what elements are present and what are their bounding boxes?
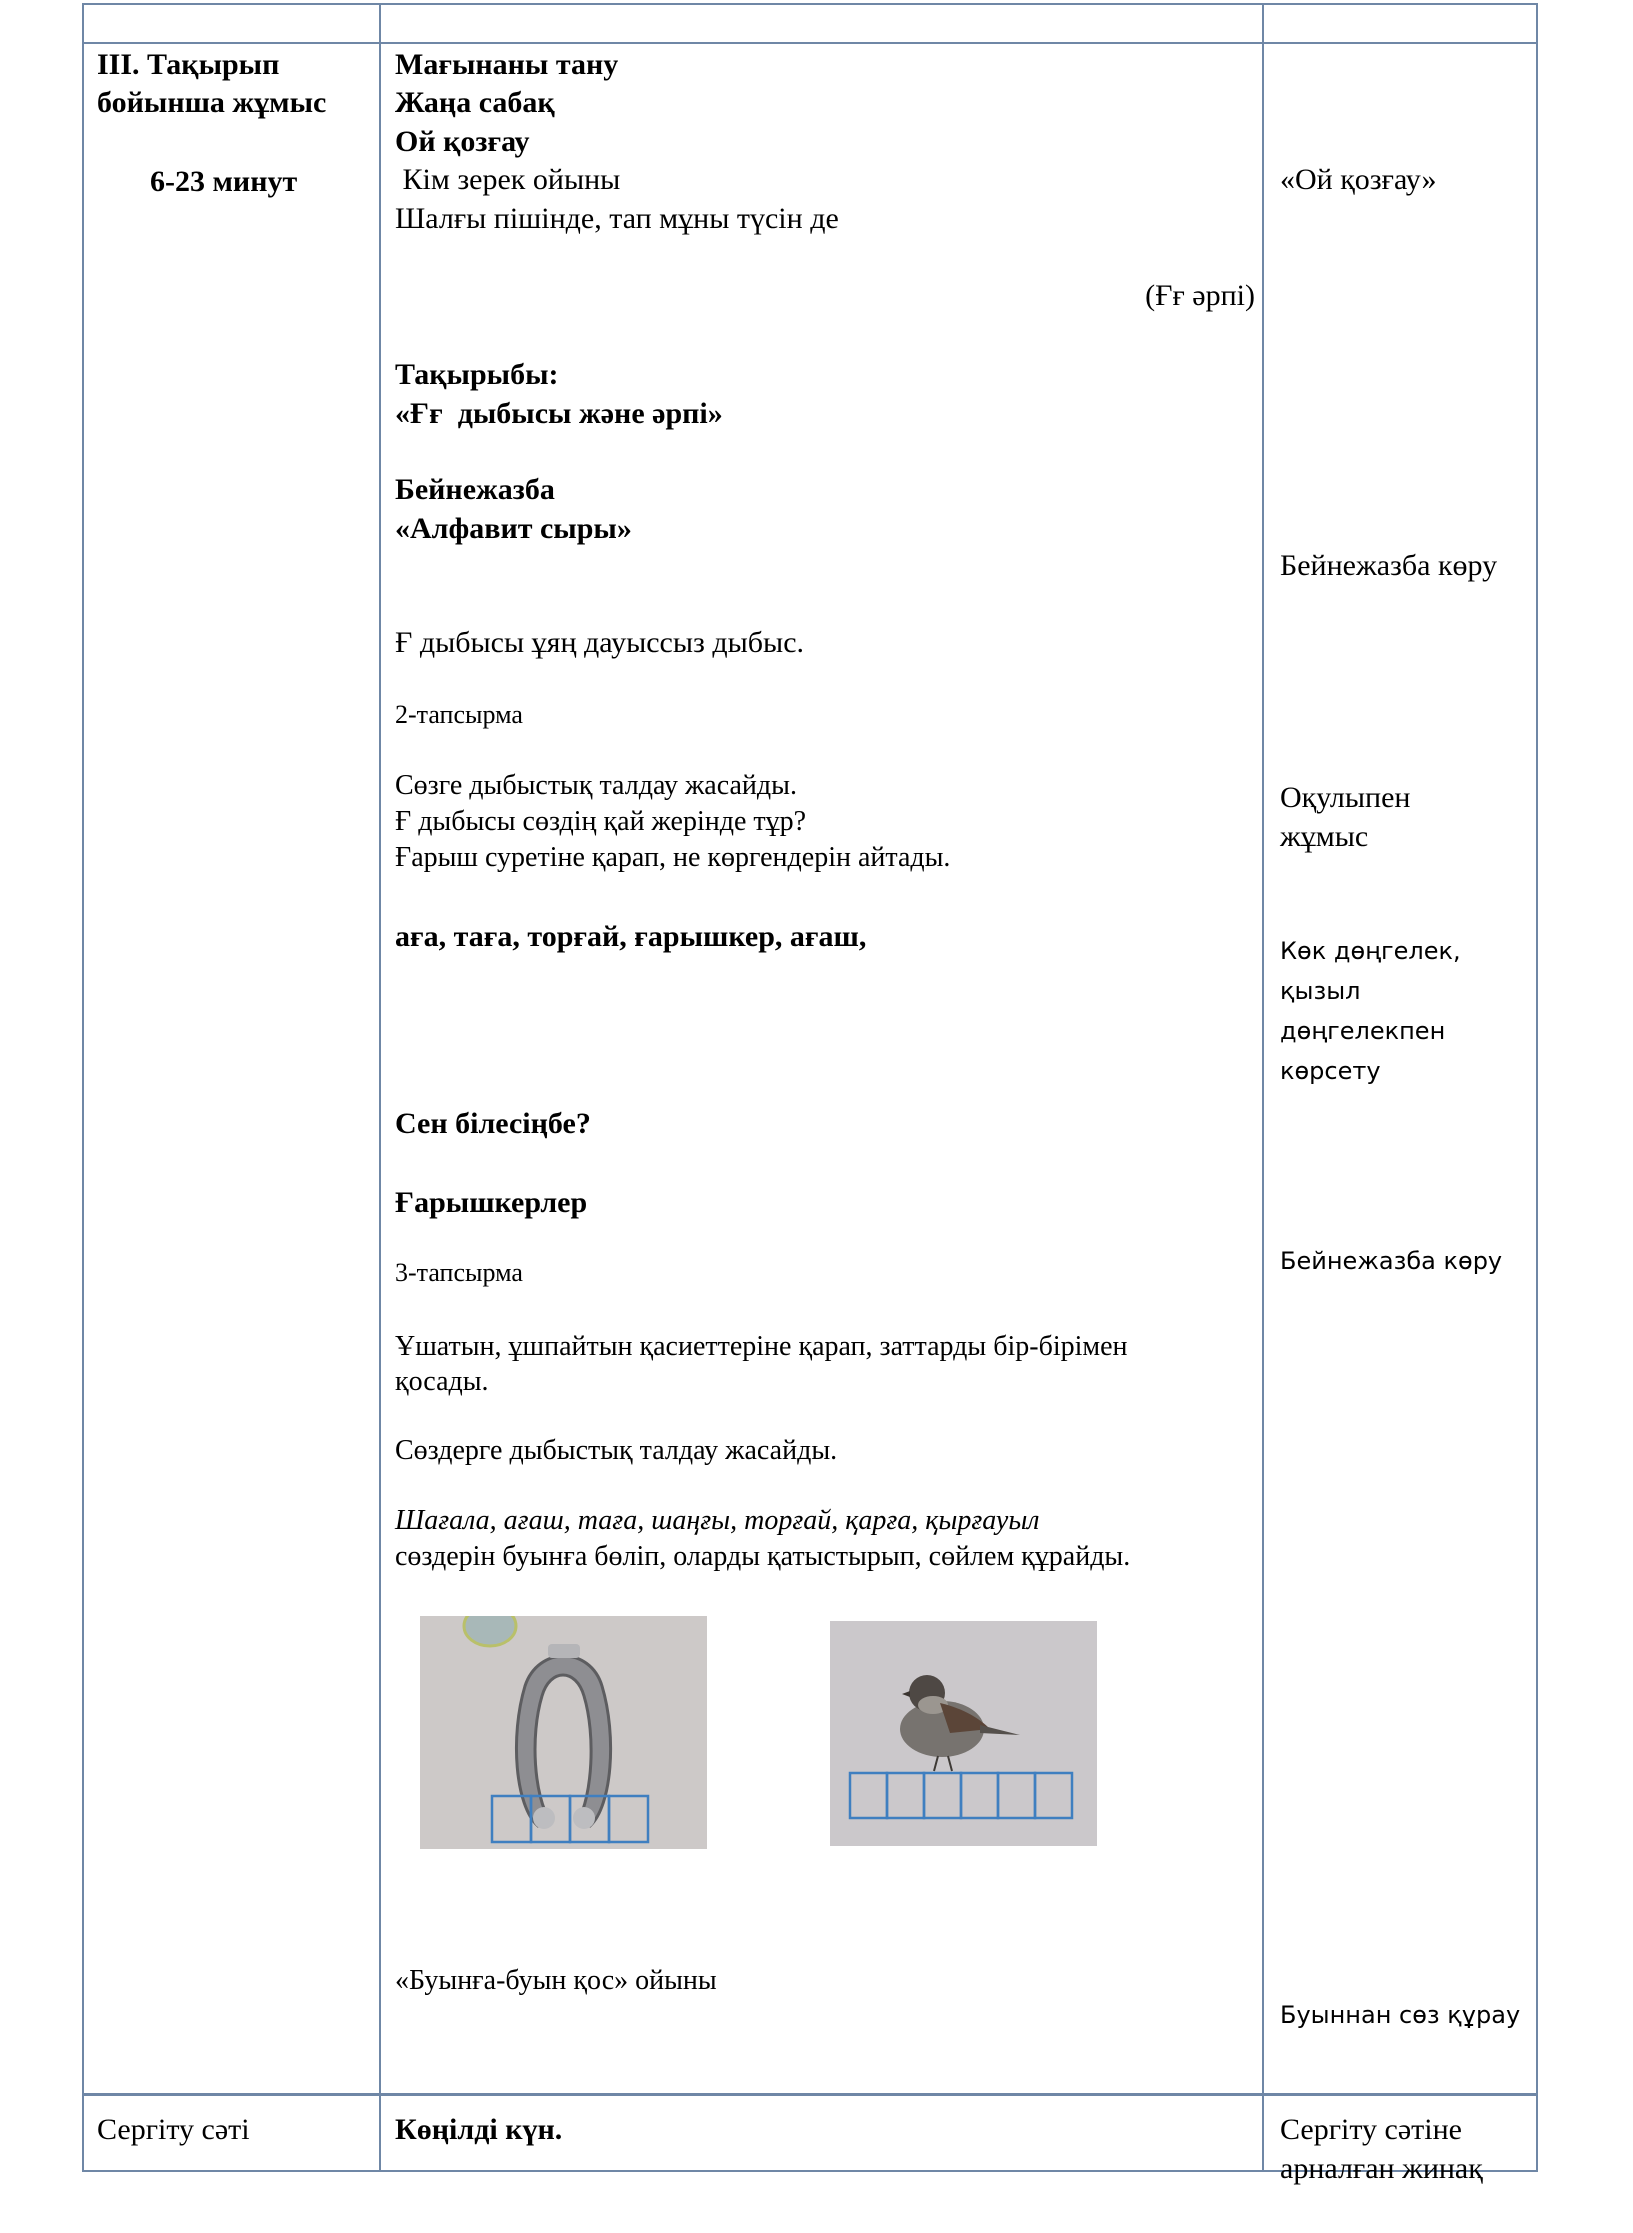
resource-textbook-line2: жұмыс bbox=[1280, 820, 1369, 853]
sparrow-icon bbox=[830, 1621, 1097, 1846]
resource-video-1: Бейнежазба көру bbox=[1280, 549, 1498, 582]
topic-title: «Ғғ дыбысы және әрпі» bbox=[395, 397, 723, 430]
letter-boxes bbox=[492, 1796, 648, 1842]
sparrow-picture bbox=[830, 1621, 1097, 1846]
riddle-text: Шалғы пішінде, тап мұны түсін де bbox=[395, 202, 839, 235]
riddle-game-title: Кім зерек ойыны bbox=[395, 163, 621, 196]
video-label: Бейнежазба bbox=[395, 473, 555, 506]
resource-circles-line1: Көк дөңгелек, bbox=[1280, 937, 1461, 965]
column-divider-1 bbox=[379, 3, 381, 2172]
stage-duration: 6-23 минут bbox=[150, 165, 298, 198]
footer-activity: Көңілді күн. bbox=[395, 2113, 563, 2146]
topic-label: Тақырыбы: bbox=[395, 358, 559, 391]
task2-line2: Ғ дыбысы сөздің қай жерінде тұр? bbox=[395, 806, 807, 837]
resource-brainstorm: «Ой қозғау» bbox=[1280, 163, 1437, 196]
horseshoe-icon bbox=[420, 1616, 707, 1849]
task3-line3: Сөздерге дыбыстық талдау жасайды. bbox=[395, 1435, 838, 1466]
riddle-answer: (Ғғ әрпі) bbox=[1145, 279, 1255, 312]
resource-textbook-line1: Оқулыпен bbox=[1280, 781, 1411, 814]
video-title: «Алфавит сыры» bbox=[395, 512, 632, 545]
task3-line2: қосады. bbox=[395, 1366, 489, 1397]
sound-fact: Ғ дыбысы ұяң дауыссыз дыбыс. bbox=[395, 626, 805, 659]
task2-line1: Сөзге дыбыстық талдау жасайды. bbox=[395, 770, 797, 801]
resource-circles-line3: дөңгелекпен bbox=[1280, 1017, 1446, 1045]
footer-resource-line1: Сергіту сәтіне bbox=[1280, 2113, 1462, 2146]
resource-syllables: Буыннан сөз құрау bbox=[1280, 2001, 1521, 2029]
did-you-know-heading: Сен білесіңбе? bbox=[395, 1107, 591, 1140]
resource-video-2: Бейнежазба көру bbox=[1280, 1247, 1503, 1275]
section-new-lesson: Жаңа сабақ bbox=[395, 86, 555, 119]
letter-boxes bbox=[850, 1773, 1072, 1818]
section-meaning: Мағынаны тану bbox=[395, 48, 619, 81]
stage-title-line2: бойынша жұмыс bbox=[97, 86, 327, 119]
task2-label: 2-тапсырма bbox=[395, 700, 523, 729]
stage-title-line1: III. Тақырып bbox=[97, 48, 280, 81]
header-row-divider bbox=[82, 42, 1538, 44]
task3-line1: Ұшатын, ұшпайтын қасиеттеріне қарап, заттарды бір-бірімен bbox=[395, 1331, 1128, 1362]
task3-line4: сөздерін буынға бөліп, оларды қатыстырып, сөйлем құрайды. bbox=[395, 1541, 1131, 1572]
footer-resource-line2: арналған жинақ bbox=[1280, 2152, 1483, 2185]
horseshoe-picture bbox=[420, 1616, 707, 1849]
column-divider-2 bbox=[1262, 3, 1264, 2172]
resource-circles-line2: қызыл bbox=[1280, 977, 1361, 1005]
section-brainstorm: Ой қозғау bbox=[395, 125, 530, 158]
footer-row-divider bbox=[82, 2093, 1538, 2096]
task2-line3: Ғарыш суретіне қарап, не көргендерін айтады. bbox=[395, 842, 951, 873]
astronauts-heading: Ғарышкерлер bbox=[395, 1186, 588, 1219]
footer-stage: Сергіту сәті bbox=[97, 2113, 250, 2146]
syllable-game-title: «Буынға-буын қос» ойыны bbox=[395, 1965, 717, 1996]
word-list: аға, тағa, торғай, ғарышкер, ағаш, bbox=[395, 920, 867, 953]
task3-words: Шағала, ағаш, таға, шаңғы, торғай, қарға, қырғауыл bbox=[395, 1505, 1040, 1536]
resource-circles-line4: көрсету bbox=[1280, 1057, 1381, 1085]
task3-label: 3-тапсырма bbox=[395, 1258, 523, 1287]
